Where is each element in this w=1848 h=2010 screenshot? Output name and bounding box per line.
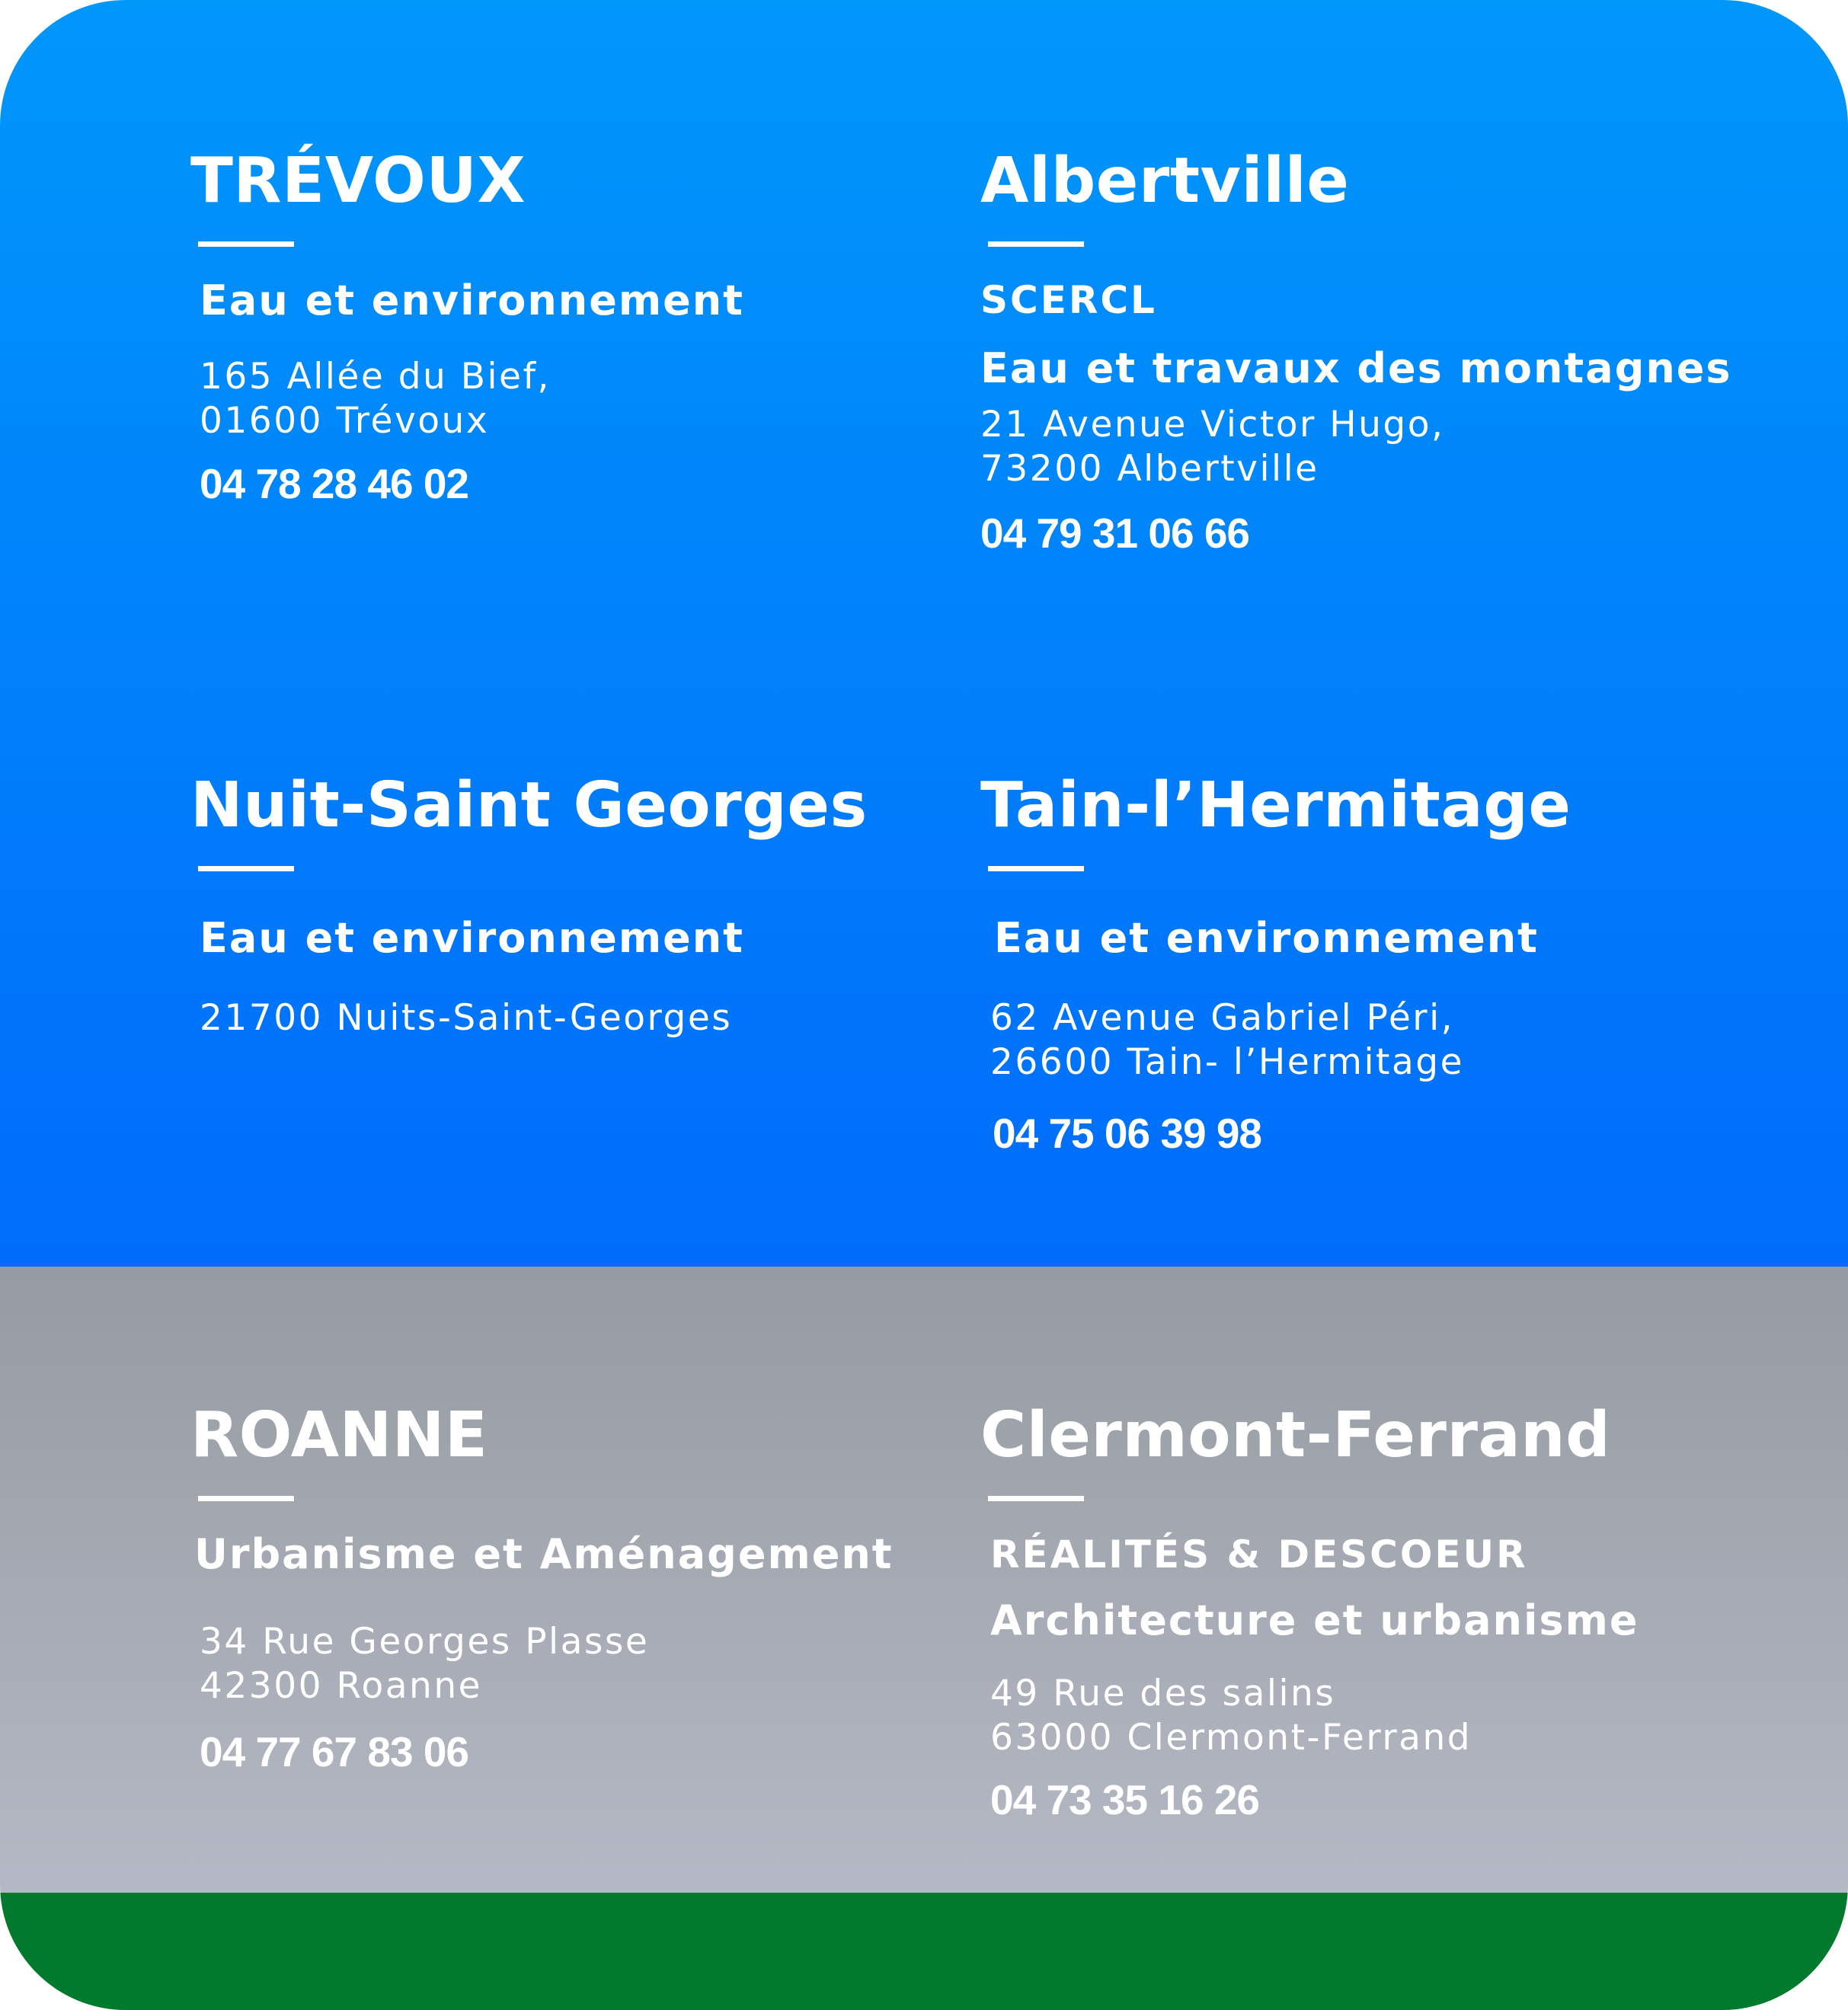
address-line-1: 49 Rue des salins [990,1673,1336,1714]
address-line-2: 63000 Clermont-Ferrand [990,1717,1472,1759]
service-label: Urbanisme et Aménagement [194,1530,894,1578]
phone-number[interactable]: 04 78 28 46 02 [200,460,469,507]
title-divider [988,241,1084,247]
city-title: Albertville [980,145,1350,217]
address-line-2: 26600 Tain- l’Hermitage [990,1041,1465,1083]
address-line-1: 21700 Nuits-Saint-Georges [200,997,733,1039]
city-title: ROANNE [190,1399,488,1472]
grey-section [0,1267,1848,1893]
green-footer-band [0,1893,1848,2010]
city-title: Tain-l’Hermitage [980,769,1571,842]
title-divider [988,1496,1084,1501]
phone-number[interactable]: 04 77 67 83 06 [200,1728,469,1775]
city-title: Nuit-Saint Georges [190,769,868,842]
phone-number[interactable]: 04 75 06 39 98 [993,1110,1262,1157]
address-line-1: 34 Rue Georges Plasse [200,1621,650,1663]
title-divider [988,866,1084,871]
service-label: Eau et environnement [200,914,744,962]
address-line-1: 62 Avenue Gabriel Péri, [990,997,1455,1039]
city-title: Clermont-Ferrand [980,1399,1611,1472]
title-divider [198,866,294,871]
title-divider [198,1496,294,1501]
address-line-2: 42300 Roanne [200,1665,483,1707]
organization-name: SCERCL [980,278,1157,322]
address-line-2: 73200 Albertville [980,448,1319,490]
address-line-1: 21 Avenue Victor Hugo, [980,404,1445,446]
service-label: Architecture et urbanisme [990,1596,1639,1644]
address-line-2: 01600 Trévoux [200,400,490,442]
service-label: Eau et environnement [200,276,744,324]
address-line-1: 165 Allée du Bief, [200,356,551,398]
organization-name: RÉALITÉS & DESCOEUR [990,1532,1528,1577]
service-label: Eau et travaux des montagnes [980,344,1732,392]
phone-number[interactable]: 04 79 31 06 66 [980,510,1250,557]
city-title: TRÉVOUX [190,145,526,217]
title-divider [198,241,294,247]
phone-number[interactable]: 04 73 35 16 26 [990,1776,1260,1823]
service-label: Eau et environnement [994,914,1539,962]
